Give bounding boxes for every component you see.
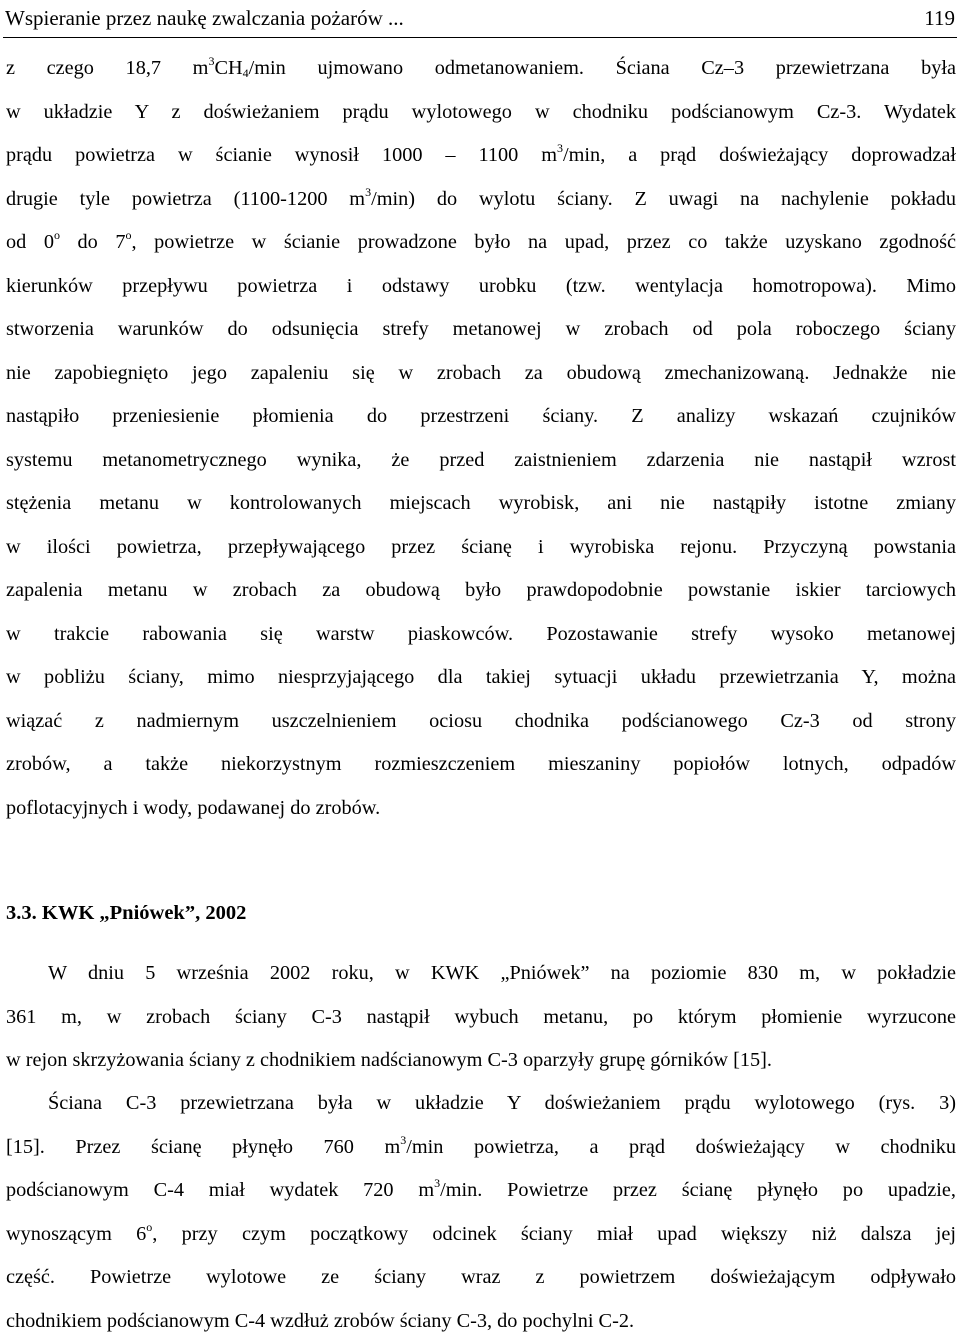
text-line: [6, 1126, 956, 1170]
script-text: 3: [557, 141, 563, 155]
script-text: o: [54, 228, 60, 242]
text-line: poflotacyjnych i wody, podawanej do zrobów.: [6, 787, 956, 831]
text-line: nastąpiło przeniesienie płomienia do przestrzeni ściany. Z analizy wskazań czujników: [6, 395, 956, 439]
text-run: do 7: [60, 231, 126, 253]
text-line: [6, 178, 956, 222]
text-run: /min) do wylotu ściany. Z uwagi na nachylenie pokładu: [371, 188, 956, 210]
text-line: w ilości powietrza, przepływającego przez ścianę i wyrobiska rejonu. Przyczyną powstania: [6, 526, 956, 570]
text-run: z czego 18,7 m: [6, 57, 208, 79]
script-text: o: [126, 228, 132, 242]
text-run: wynoszącym 6: [6, 1223, 146, 1245]
script-text: 3: [365, 185, 371, 199]
text-run: od 0: [6, 231, 54, 253]
text-line: [6, 47, 956, 91]
text-line: kierunków przepływu powietrza i odstawy urobku (tzw. wentylacja homotropowa). Mimo: [6, 265, 956, 309]
text-line: w układzie Y z doświeżaniem prądu wylotowego w chodniku podścianowym Cz-3. Wydatek: [6, 91, 956, 135]
text-run: , powietrze w ścianie prowadzone było na upad, przez co także uzyskano zgodność: [132, 231, 956, 253]
text-run: [15]. Przez ścianę płynęło 760 m: [6, 1136, 400, 1158]
text-line: w pobliżu ściany, mimo niesprzyjającego dla takiej sytuacji układu przewietrzania Y, można: [6, 656, 956, 700]
text-line: [6, 1213, 956, 1257]
text-run: , przy czym początkowy odcinek ściany miał upad większy niż dalsza jej: [152, 1223, 956, 1245]
text-line: w rejon skrzyżowania ściany z chodnikiem nadścianowym C-3 oparzyły grupę górników [15].: [6, 1039, 956, 1083]
paragraph-2: [6, 952, 956, 1083]
script-text: 3: [400, 1133, 406, 1147]
text-line: [6, 1169, 956, 1213]
text-line: zrobów, a także niekorzystnym rozmieszczeniem mieszaniny popiołów lotnych, odpadów: [6, 743, 956, 787]
paragraph-1: [6, 47, 956, 830]
running-header: [3, 3, 957, 38]
text-run: /min ujmowano odmetanowaniem. Ściana Cz–3 przewietrzana była: [249, 57, 956, 79]
text-run: podścianowym C-4 miał wydatek 720 m: [6, 1179, 434, 1201]
script-text: o: [146, 1220, 152, 1234]
text-run: prądu powietrza w ścianie wynosił 1000 – 1100 m: [6, 144, 557, 166]
script-text: 4: [243, 66, 249, 80]
text-line: [6, 221, 956, 265]
text-line: chodnikiem podścianowym C-4 wzdłuż zrobów ściany C-3, do pochylni C-2.: [6, 1300, 956, 1343]
text-line: wiązać z nadmiernym uszczelnieniem ociosu chodnika podścianowego Cz-3 od strony: [6, 700, 956, 744]
page-number: 119: [924, 5, 955, 31]
text-line: nie zapobiegnięto jego zapaleniu się w zrobach za obudową zmechanizowaną. Jednakże nie: [6, 352, 956, 396]
text-line: systemu metanometrycznego wynika, że przed zaistnieniem zdarzenia nie nastąpił wzrost: [6, 439, 956, 483]
text-line: w trakcie rabowania się warstw piaskowców. Pozostawanie strefy wysoko metanowej: [6, 613, 956, 657]
running-title: Wspieranie przez naukę zwalczania pożarów ...: [5, 5, 404, 31]
text-run: /min. Powietrze przez ścianę płynęło po upadzie,: [440, 1179, 956, 1201]
text-run: CH: [214, 57, 242, 79]
text-run: /min powietrza, a prąd doświeżający w chodniku: [406, 1136, 956, 1158]
text-line: część. Powietrze wylotowe ze ściany wraz z powietrzem doświeżającym odpływało: [6, 1256, 956, 1300]
text-line: W dniu 5 września 2002 roku, w KWK „Pniówek” na poziomie 830 m, w pokładzie: [6, 952, 956, 996]
text-run: /min, a prąd doświeżający doprowadzał: [563, 144, 956, 166]
text-line: stworzenia warunków do odsunięcia strefy metanowej w zrobach od pola roboczego ściany: [6, 308, 956, 352]
section-heading: 3.3. KWK „Pniówek”, 2002: [6, 898, 246, 928]
script-text: 3: [208, 54, 214, 68]
text-line: stężenia metanu w kontrolowanych miejscach wyrobisk, ani nie nastąpiły istotne zmiany: [6, 482, 956, 526]
text-line: zapalenia metanu w zrobach za obudową było prawdopodobnie powstanie iskier tarciowych: [6, 569, 956, 613]
paragraph-3: [6, 1082, 956, 1343]
text-line: Ściana C-3 przewietrzana była w układzie Y doświeżaniem prądu wylotowego (rys. 3): [6, 1082, 956, 1126]
text-line: [6, 134, 956, 178]
text-line: 361 m, w zrobach ściany C-3 nastąpił wybuch metanu, po którym płomienie wyrzucone: [6, 996, 956, 1040]
text-run: drugie tyle powietrza (1100-1200 m: [6, 188, 365, 210]
script-text: 3: [434, 1176, 440, 1190]
